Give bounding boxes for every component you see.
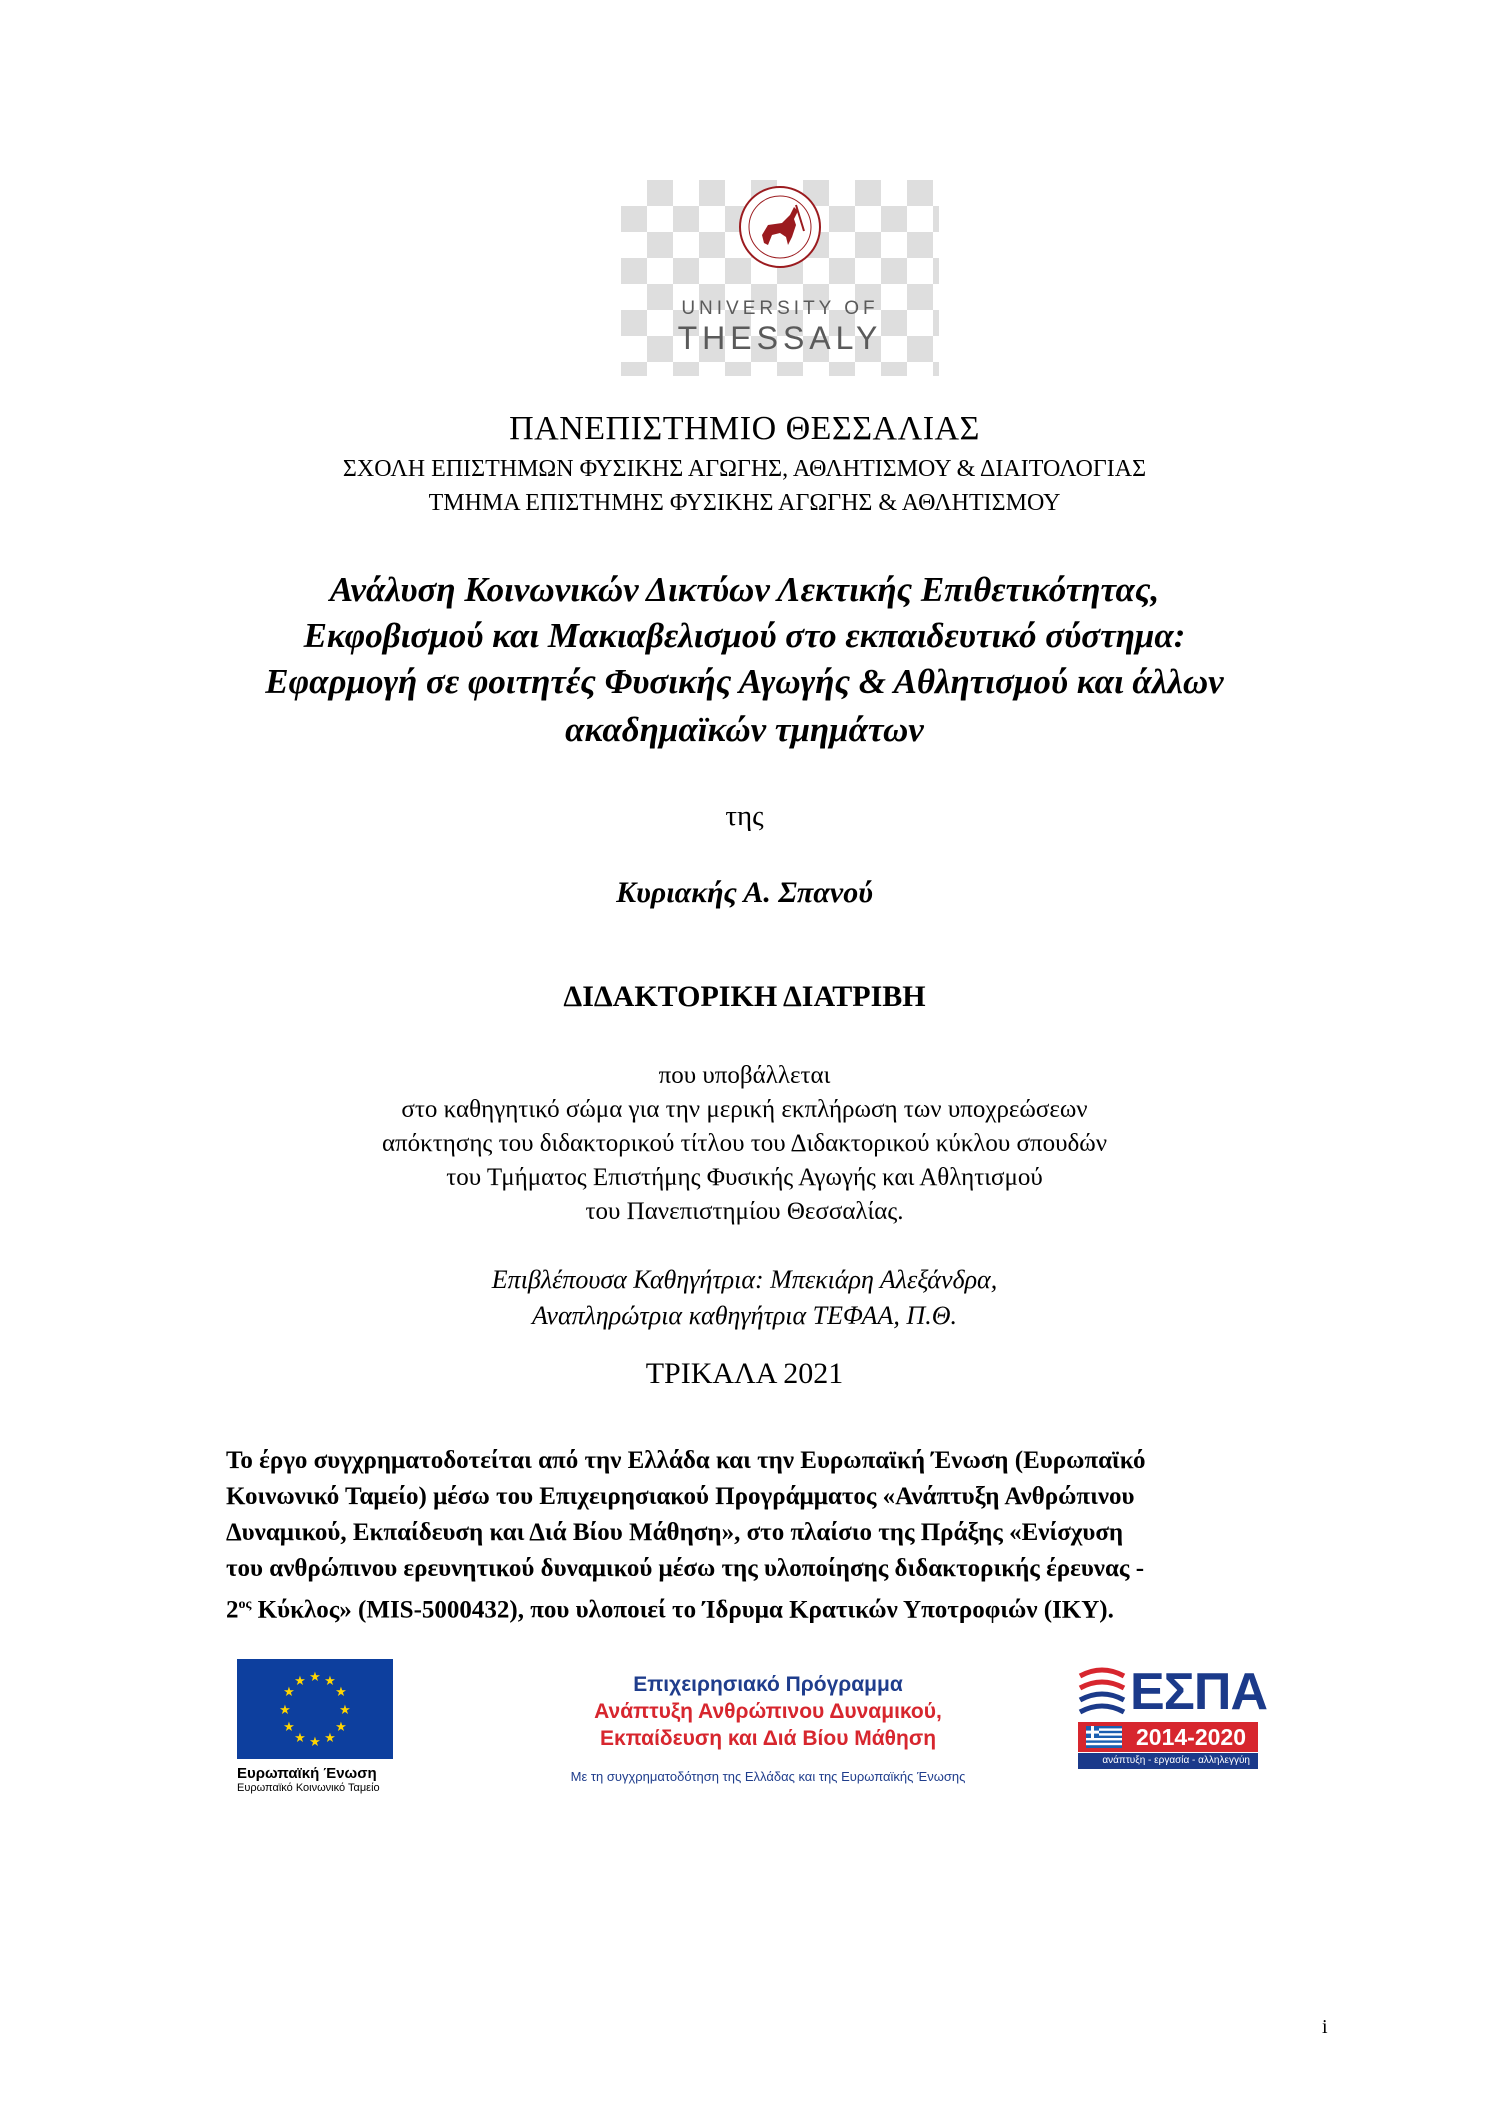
university-name: ΠΑΝΕΠΙΣΤΗΜΙΟ ΘΕΣΣΑΛΙΑΣ (509, 410, 980, 447)
svg-text:★: ★ (335, 1685, 347, 1700)
eu-flag-icon (237, 1659, 393, 1759)
submission-line: που υποβάλλεται (658, 1062, 831, 1089)
funding-line: Κοινωνικό Ταμείο) μέσω του Επιχειρησιακού Προγράμματος «Ανάπτυξη Ανθρώπινου (226, 1483, 1135, 1510)
eu-title: Ευρωπαϊκή Ένωση (237, 1765, 377, 1782)
university-logo (621, 180, 939, 376)
page-number: i (1322, 2016, 1328, 2038)
svg-text:★: ★ (309, 1670, 321, 1685)
european-union-logo (237, 1659, 393, 1794)
logo-text-university-of: UNIVERSITY OF (681, 298, 879, 319)
thesis-title-line: Ανάλυση Κοινωνικών Δικτύων Λεκτικής Επιθετικότητας, (329, 570, 1160, 609)
greek-flag-icon (1086, 1726, 1122, 1748)
espa-slogan: ανάπτυξη - εργασία - αλληλεγγύη (1078, 1753, 1258, 1769)
school-name: ΣΧΟΛΗ ΕΠΙΣΤΗΜΩΝ ΦΥΣΙΚΗΣ ΑΓΩΓΗΣ, ΑΘΛΗΤΙΣΜΟΥ & ΔΙΑΙΤΟΛΟΓΙΑΣ (342, 456, 1147, 482)
svg-text:★: ★ (294, 1731, 306, 1746)
submission-line: απόκτησης του διδακτορικού τίτλου του Διδακτορικού κύκλου σπουδών (381, 1130, 1108, 1157)
svg-text:★: ★ (283, 1685, 295, 1700)
eu-stars-icon (237, 1659, 393, 1759)
place-and-year: ΤΡΙΚΑΛΑ 2021 (645, 1357, 844, 1390)
funding-line: του ανθρώπινου ερευνητικού δυναμικού μέσω της υλοποίησης διδακτορικής έρευνας - (226, 1555, 1145, 1582)
funding-statement (226, 1443, 1306, 1628)
thesis-title-line: Εφαρμογή σε φοιτητές Φυσικής Αγωγής & Αθλητισμού και άλλων (265, 662, 1224, 701)
svg-text:★: ★ (294, 1674, 306, 1689)
funding-line: Δυναμικού, Εκπαίδευση και Διά Βίου Μάθηση», στο πλαίσιο της Πράξης «Ενίσχυση (226, 1519, 1124, 1546)
university-seal-icon (738, 185, 822, 269)
operational-programme-logo (518, 1673, 1018, 1784)
op-name-line: Εκπαίδευση και Διά Βίου Μάθηση (599, 1727, 937, 1750)
espa-years: 2014-2020 (1078, 1722, 1258, 1752)
svg-text:★: ★ (279, 1703, 291, 1718)
svg-text:★: ★ (335, 1720, 347, 1735)
cycle-number: 2 (226, 1596, 239, 1624)
svg-text:★: ★ (339, 1703, 351, 1718)
thesis-type: ΔΙΔΑΚΤΟΡΙΚΗ ΔΙΑΤΡΙΒΗ (563, 980, 926, 1013)
svg-text:★: ★ (324, 1731, 336, 1746)
svg-text:★: ★ (309, 1735, 321, 1750)
submission-line: του Πανεπιστημίου Θεσσαλίας. (585, 1198, 904, 1225)
op-title: Επιχειρησιακό Πρόγραμμα (633, 1673, 903, 1696)
svg-text:★: ★ (324, 1674, 336, 1689)
by-word: της (725, 800, 764, 832)
eu-subtitle: Ευρωπαϊκό Κοινωνικό Ταμείο (237, 1782, 380, 1794)
op-cofunding-note: Με τη συγχρηματοδότηση της Ελλάδας και της Ευρωπαϊκής Ένωσης (570, 1769, 966, 1784)
author-name: Κυριακής Α. Σπανού (616, 876, 873, 909)
department-name: ΤΜΗΜΑ ΕΠΙΣΤΗΜΗΣ ΦΥΣΙΚΗΣ ΑΓΩΓΗΣ & ΑΘΛΗΤΙΣΜΟΥ (428, 490, 1061, 516)
thesis-title-line: Εκφοβισμού και Μακιαβελισμού στο εκπαιδευτικό σύστημα: (303, 616, 1186, 655)
submission-line: στο καθηγητικό σώμα για την μερική εκπλήρωση των υποχρεώσεων (401, 1096, 1088, 1123)
logo-text-thessaly: THESSALY (677, 320, 883, 356)
funding-line: Το έργο συγχρηματοδοτείται από την Ελλάδα και την Ευρωπαϊκή Ένωση (Ευρωπαϊκό (226, 1447, 1146, 1474)
supervisor-line: Επιβλέπουσα Καθηγήτρια: Μπεκιάρη Αλεξάνδρα, (491, 1265, 998, 1294)
op-name-line: Ανάπτυξη Ανθρώπινου Δυναμικού, (594, 1700, 942, 1723)
ordinal-suffix: ος (238, 1597, 252, 1612)
funding-line (226, 1587, 1306, 1628)
espa-waves-icon (1078, 1664, 1126, 1720)
supervisor-title: Αναπληρώτρια καθηγήτρια ΤΕΦΑΑ, Π.Θ. (531, 1301, 957, 1330)
espa-wordmark: ΕΣΠΑ (1130, 1663, 1267, 1721)
espa-logo (1078, 1662, 1267, 1767)
submission-line: του Τμήματος Επιστήμης Φυσικής Αγωγής και Αθλητισμού (446, 1164, 1043, 1191)
funding-line-rest: Κύκλος» (MIS-5000432), που υλοποιεί το Ίδρυμα Κρατικών Υποτροφιών (ΙΚΥ). (251, 1596, 1114, 1624)
svg-text:★: ★ (283, 1720, 295, 1735)
thesis-title-line: ακαδημαϊκών τμημάτων (565, 710, 924, 749)
